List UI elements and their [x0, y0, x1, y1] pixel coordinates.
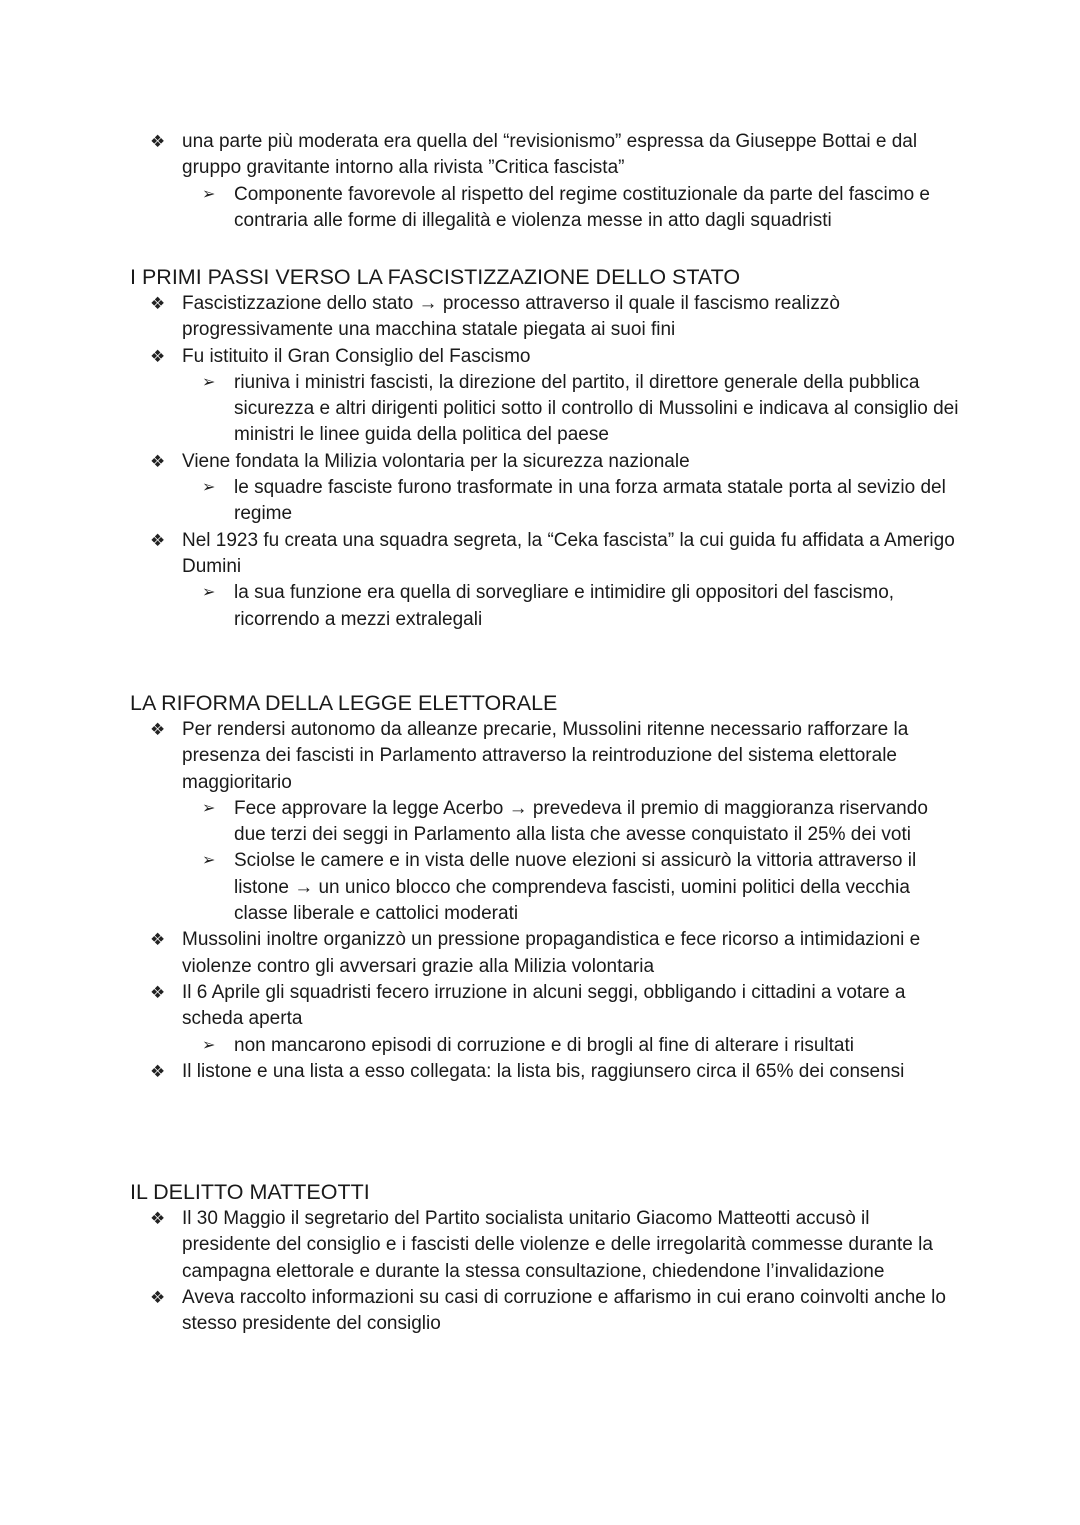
diamond-bullet-icon: ❖: [150, 930, 166, 950]
list-item: [130, 1033, 960, 1059]
section-heading: IL DELITTO MATTEOTTI: [130, 1180, 370, 1204]
list-item-text: Componente favorevole al rispetto del regime costituzionale da parte del fascimo e contraria alle forme di illegalità e violenza messe in atto dagli squadristi: [234, 183, 930, 231]
list-item: [130, 129, 960, 182]
list-item: [130, 370, 960, 449]
list-item-text: Mussolini inoltre organizzò un pressione propagandistica e fece ricorso a intimidazioni e violenze contro gli avversari grazie alla Milizia volontaria: [182, 929, 921, 977]
section-heading: LA RIFORMA DELLA LEGGE ELETTORALE: [130, 691, 558, 715]
list-item-text: le squadre fasciste furono trasformate in una forza armata statale porta al sevizio del regime: [234, 477, 946, 525]
diamond-bullet-icon: ❖: [150, 1061, 166, 1081]
list-item-text: la sua funzione era quella di sorvegliare e intimidire gli oppositori del fascismo, ricorrendo a mezzi extralegali: [234, 582, 895, 630]
arrow-bullet-icon: ➢: [202, 1036, 216, 1054]
arrow-bullet-icon: ➢: [202, 584, 216, 602]
list-item: [130, 1206, 960, 1285]
diamond-bullet-icon: ❖: [150, 530, 166, 550]
list-item-text: riuniva i ministri fascisti, la direzione del partito, il direttore generale della pubblica sicurezza e altri dirigenti politici sotto il controllo di Mussolini e indicava al consiglio dei ministri le linee guida della politica del paese: [234, 371, 959, 446]
list-item-text: Fascistizzazione dello stato → processo attraverso il quale il fascismo realizzò progressivamente una macchina statale piegata ai suoi fini: [182, 293, 840, 341]
list-item-text: Nel 1923 fu creata una squadra segreta, la “Ceka fascista” la cui guida fu affidata a Amerigo Dumini: [182, 529, 955, 577]
section-fascistizzazione: [130, 263, 960, 633]
list-item: [130, 717, 960, 796]
list-item: [130, 182, 960, 235]
diamond-bullet-icon: ❖: [150, 451, 166, 471]
list-item: [130, 344, 960, 370]
arrow-bullet-icon: ➢: [202, 373, 216, 391]
arrow-bullet-icon: ➢: [202, 479, 216, 497]
diamond-bullet-icon: ❖: [150, 346, 166, 366]
list-item-text: Viene fondata la Milizia volontaria per la sicurezza nazionale: [182, 450, 690, 472]
diamond-bullet-icon: ❖: [150, 1209, 166, 1228]
diamond-bullet-icon: ❖: [150, 294, 166, 313]
list-item: [130, 475, 960, 528]
arrow-bullet-icon: ➢: [202, 185, 216, 203]
diamond-bullet-icon: ❖: [150, 720, 166, 739]
list-item: [130, 1285, 960, 1338]
list-item-text: una parte più moderata era quella del “revisionismo” espressa da Giuseppe Bottai e dal gruppo gravitante intorno alla rivista ”Critica fascista”: [182, 131, 918, 179]
list-item: [130, 528, 960, 581]
section-heading: I PRIMI PASSI VERSO LA FASCISTIZZAZIONE DELLO STATO: [130, 265, 741, 289]
list-item: [130, 980, 960, 1033]
section-legge-elettorale: [130, 689, 960, 1085]
diamond-bullet-icon: ❖: [150, 132, 166, 151]
list-item: [130, 1059, 960, 1085]
list-item-text: Sciolse le camere e in vista delle nuove elezioni si assicurò la vittoria attraverso il listone → un unico blocco che comprendeva fascisti, uomini politici della vecchia classe liberale e cattolici moderati: [234, 850, 917, 925]
arrow-bullet-icon: ➢: [202, 852, 216, 870]
list-item-text: Fece approvare la legge Acerbo → prevedeva il premio di maggioranza riservando due terzi dei seggi in Parlamento alla lista che avesse conquistato il 25% dei voti: [234, 797, 928, 846]
diamond-bullet-icon: ❖: [150, 1287, 166, 1307]
list-item-text: Il 6 Aprile gli squadristi fecero irruzione in alcuni seggi, obbligando i cittadini a votare a scheda aperta: [182, 981, 906, 1030]
list-item: [130, 291, 960, 344]
list-item-text: Per rendersi autonomo da alleanze precarie, Mussolini ritenne necessario rafforzare la presenza dei fascisti in Parlamento attraverso la reintroduzione del sistema elettorale maggioritario: [182, 719, 909, 793]
list-item-text: Fu istituito il Gran Consiglio del Fascismo: [182, 345, 531, 367]
list-item-text: non mancarono episodi di corruzione e di brogli al fine di alterare i risultati: [234, 1034, 854, 1056]
list-item-text: Il listone e una lista a esso collegata: la lista bis, raggiunsero circa il 65% dei consensi: [182, 1060, 905, 1082]
arrow-bullet-icon: ➢: [202, 799, 216, 817]
diamond-bullet-icon: ❖: [150, 982, 166, 1002]
section-intro: [130, 129, 960, 234]
list-item: [130, 848, 960, 927]
list-item: [130, 796, 960, 849]
section-delitto-matteotti: [130, 1178, 960, 1337]
list-item-text: Aveva raccolto informazioni su casi di corruzione e affarismo in cui erano coinvolti anche lo stesso presidente del consiglio: [182, 1286, 946, 1335]
list-item: [130, 580, 960, 633]
list-item: [130, 927, 960, 980]
list-item: [130, 449, 960, 475]
list-item-text: Il 30 Maggio il segretario del Partito socialista unitario Giacomo Matteotti accusò il presidente del consiglio e i fascisti delle violenze e delle irregolarità commesse durante la campagna elettorale e durante la stessa consultazione, chiedendone l’invalidazione: [182, 1208, 933, 1282]
